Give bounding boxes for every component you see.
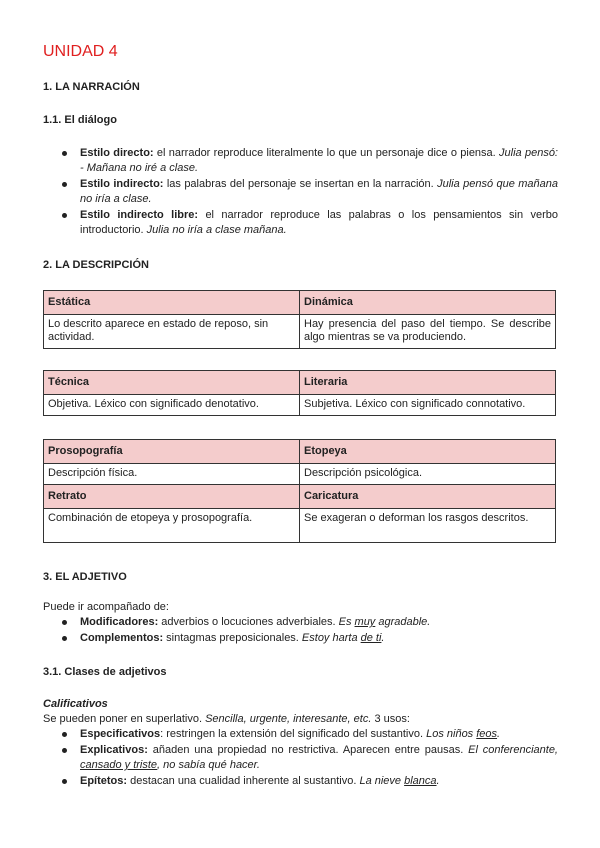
list-item: Estilo indirecto libre: el narrador reproduce las palabras o los pensamientos sin verbo introductorio. Julia no iría a clase mañana.: [60, 208, 558, 238]
adjective-intro: Puede ir acompañado de:: [43, 601, 169, 613]
section-2-title: 2. LA DESCRIPCIÓN: [43, 259, 149, 271]
table-header: Literaria: [300, 371, 556, 395]
unit-title: UNIDAD 4: [43, 43, 118, 60]
list-item: Modificadores: adverbios o locuciones adverbiales. Es muy agradable.: [60, 615, 558, 630]
table-cell: Combinación de etopeya y prosopografía.: [44, 509, 300, 543]
table-cell: Descripción psicológica.: [300, 464, 556, 485]
section-3-title: 3. EL ADJETIVO: [43, 571, 127, 583]
adjective-uses-list: [60, 727, 558, 790]
static-dynamic-table: [43, 290, 556, 349]
table-header: Técnica: [44, 371, 300, 395]
table-cell: Se exageran o deforman los rasgos descritos.: [300, 509, 556, 543]
portrait-types-table: [43, 439, 556, 543]
table-header: Etopeya: [300, 440, 556, 464]
list-item: Complementos: sintagmas preposicionales. Estoy harta de ti.: [60, 631, 558, 646]
list-item: Epítetos: destacan una cualidad inherente al sustantivo. La nieve blanca.: [60, 774, 558, 789]
table-header: Estática: [44, 291, 300, 315]
adjective-complements-list: [60, 615, 558, 647]
section-1-1-title: 1.1. El diálogo: [43, 114, 117, 126]
calificativos-intro: Se pueden poner en superlativo. Sencilla, urgente, interesante, etc. 3 usos:: [43, 713, 410, 725]
table-header: Caricatura: [300, 485, 556, 509]
table-cell: Subjetiva. Léxico con significado connotativo.: [300, 395, 556, 416]
dialogue-styles-list: [60, 146, 558, 239]
list-item: Estilo indirecto: las palabras del personaje se insertan en la narración. Julia pensó que mañana no iría a clase.: [60, 177, 558, 207]
calificativos-title: Calificativos: [43, 698, 108, 710]
table-cell: Objetiva. Léxico con significado denotativo.: [44, 395, 300, 416]
table-cell: Hay presencia del paso del tiempo. Se describe algo mientras se va produciendo.: [300, 315, 556, 349]
table-header: Dinámica: [300, 291, 556, 315]
table-header: Prosopografía: [44, 440, 300, 464]
technical-literary-table: [43, 370, 556, 416]
table-header: Retrato: [44, 485, 300, 509]
list-item: Estilo directo: el narrador reproduce literalmente lo que un personaje dice o piensa. Julia pensó: - Mañana no iré a clase.: [60, 146, 558, 176]
section-3-1-title: 3.1. Clases de adjetivos: [43, 666, 167, 678]
table-cell: Lo descrito aparece en estado de reposo, sin actividad.: [44, 315, 300, 349]
list-item: Explicativos: añaden una propiedad no restrictiva. Aparecen entre pausas. El conferenciante, cansado y triste, no sabía qué hacer.: [60, 743, 558, 773]
list-item: Especificativos: restringen la extensión del significado del sustantivo. Los niños feos.: [60, 727, 558, 742]
section-1-title: 1. LA NARRACIÓN: [43, 81, 140, 93]
table-cell: Descripción física.: [44, 464, 300, 485]
